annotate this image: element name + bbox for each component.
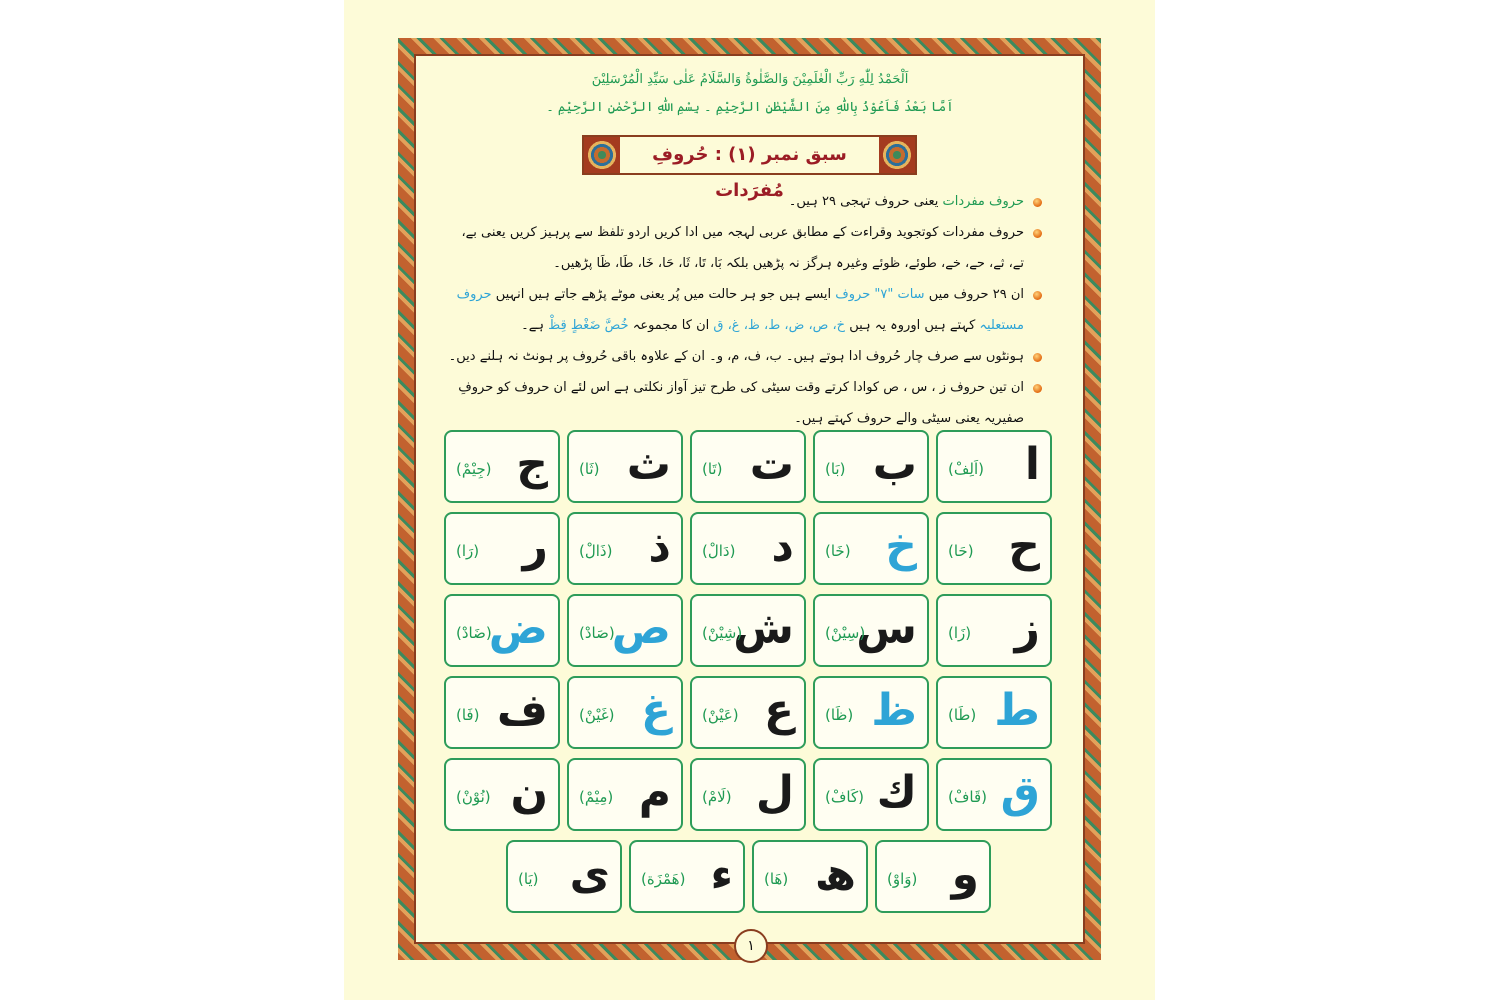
letter-glyph: ع (763, 685, 794, 736)
letter-name: (ثَا) (579, 460, 600, 478)
bullet-text: خ، ص، ض، ط، ظ، غ، ق (713, 318, 846, 333)
letter-name: (دَالْ) (702, 542, 736, 560)
letter-name: (حَا) (948, 542, 974, 560)
ornament-icon (879, 137, 915, 173)
letter-name: (ذَالْ) (579, 542, 613, 560)
letter-name: (عَيْنْ) (702, 706, 739, 724)
letter-name: (قَافْ) (948, 788, 987, 806)
letter-name: (نُوْنْ) (456, 788, 491, 806)
letter-glyph: ت (749, 439, 794, 490)
letter-name: (هَمْزَة) (641, 870, 686, 888)
letter-card (444, 758, 560, 831)
letter-card (444, 676, 560, 749)
bullet-text: سات "۷" حروف (835, 287, 925, 302)
bullet-dot-icon (1033, 291, 1042, 300)
lesson-title-box (582, 135, 917, 201)
letter-card (690, 512, 806, 585)
letter-card (567, 512, 683, 585)
bullet-text: ان ۲۹ حروف میں (924, 287, 1024, 302)
letter-card (813, 430, 929, 503)
letter-glyph: ر (522, 521, 548, 572)
bullet-text: کہتے ہیں اوروہ یہ ہیں (845, 318, 980, 333)
bullet-text: ان کا مجموعہ (628, 318, 714, 333)
letter-glyph: ف (496, 685, 548, 736)
letter-glyph: د (771, 521, 794, 572)
letter-card (936, 758, 1052, 831)
letter-card (813, 758, 929, 831)
letter-glyph: ب (872, 439, 917, 490)
bullet-text: حروف مفردات کوتجوید وقراءت کے مطابق عربی لہجہ میں ادا کریں اردو تلفظ سے پرہیز کریں یعنی بے، تے، ثے، حے، خے، طوئے، ظوئے وغیرہ ہرگز نہ پڑھیں بلکہ بَا، تَا، ثَا، حَا، خَا، طَا، ظَا پڑھیں۔ (461, 225, 1024, 271)
letter-card (813, 676, 929, 749)
letter-card (567, 676, 683, 749)
letter-glyph: ق (1000, 767, 1040, 818)
letter-glyph: ج (516, 439, 548, 490)
bullet-text: ایسے ہیں جو ہر حالت میں پُر یعنی موٹے پڑھے جاتے ہیں انہیں (491, 287, 836, 302)
bullet-item (446, 341, 1042, 372)
letter-glyph: ء (710, 849, 733, 900)
dua-line-1: اَلْحَمْدُ لِلّٰهِ رَبِّ الْعٰلَمِيْنَ وَالصَّلٰوةُ وَالسَّلَامُ عَلٰى سَيِّدِ الْمُرْسَلِيْنَ (591, 72, 909, 87)
letter-name: (فَا) (456, 706, 480, 724)
bullet-item (446, 217, 1042, 279)
letter-glyph: س (856, 603, 917, 654)
letter-name: (وَاوْ) (887, 870, 918, 888)
letter-card (690, 758, 806, 831)
letter-card (629, 840, 745, 913)
letter-glyph: ش (733, 603, 794, 654)
bullet-item (446, 279, 1042, 341)
letter-glyph: ك (876, 767, 917, 818)
bullet-text: خُصَّ ضَغْطٍ قِظْ (548, 318, 629, 333)
letter-glyph: ا (1024, 439, 1040, 490)
letter-name: (بَا) (825, 460, 846, 478)
letter-card (444, 430, 560, 503)
letter-name: (ضَادْ) (456, 624, 492, 642)
letter-glyph: ذ (648, 521, 671, 572)
letter-name: (رَا) (456, 542, 480, 560)
letter-name: (شِيْنْ) (702, 624, 743, 642)
bullet-dot-icon (1033, 353, 1042, 362)
bullet-text: ہے۔ (521, 318, 549, 333)
letter-glyph: ى (569, 849, 610, 900)
letter-name: (زَا) (948, 624, 972, 642)
letter-card (690, 594, 806, 667)
letter-card (813, 594, 929, 667)
letter-glyph: غ (640, 685, 671, 736)
letter-glyph: ث (626, 439, 671, 490)
bullet-text: حروف مستعلیہ (456, 287, 1024, 333)
lesson-title: سبق نمبر (۱) : حُروفِ مُفرَدات (652, 144, 847, 201)
letter-card (444, 512, 560, 585)
bullet-dot-icon (1033, 229, 1042, 238)
letter-glyph: ظ (871, 685, 917, 736)
bullet-dot-icon (1033, 198, 1042, 207)
letter-glyph: ط (994, 685, 1040, 736)
letter-glyph: ح (1008, 521, 1040, 572)
letter-name: (سِيْنْ) (825, 624, 866, 642)
letter-name: (لَامْ) (702, 788, 732, 806)
bullet-text: حروف مفردات (942, 194, 1024, 209)
letter-card (752, 840, 868, 913)
letter-card (936, 430, 1052, 503)
letter-card (567, 594, 683, 667)
letter-name: (غَيْنْ) (579, 706, 615, 724)
letter-glyph: ض (488, 603, 548, 654)
page-number: ۱ (734, 929, 768, 963)
bullet-dot-icon (1033, 384, 1042, 393)
letter-card (936, 676, 1052, 749)
letter-name: (اَلِفْ) (948, 460, 984, 478)
letter-card (444, 594, 560, 667)
letter-glyph: م (638, 767, 671, 818)
bullet-text: یعنی حروف تہجی ۲۹ ہیں۔ (788, 194, 943, 209)
letter-name: (تَا) (702, 460, 723, 478)
letter-card (936, 594, 1052, 667)
letter-name: (يَا) (518, 870, 539, 888)
letter-name: (صَادْ) (579, 624, 615, 642)
dua-line-2: اَمَّا بَعْدُ فَاَعُوْذُ بِاللّٰهِ مِنَ الشَّيْطٰنِ الرَّجِيْمِ ۔ بِسْمِ اللّٰهِ الرَّحْمٰنِ الرَّحِيْمِ ۔ (546, 100, 954, 115)
letter-card (567, 758, 683, 831)
letter-glyph: ھ (814, 849, 856, 900)
letter-name: (طَا) (948, 706, 977, 724)
bullet-item (446, 186, 1042, 217)
letter-card (875, 840, 991, 913)
bullet-list (446, 186, 1042, 434)
letter-card (690, 430, 806, 503)
letter-card (936, 512, 1052, 585)
letter-card (690, 676, 806, 749)
letter-glyph: و (951, 849, 979, 900)
letter-name: (خَا) (825, 542, 851, 560)
letter-name: (جِيْمْ) (456, 460, 492, 478)
letter-card (567, 430, 683, 503)
letter-name: (مِيْمْ) (579, 788, 614, 806)
letter-card (813, 512, 929, 585)
letter-card (506, 840, 622, 913)
letter-name: (كَافْ) (825, 788, 864, 806)
letter-glyph: ز (1014, 603, 1040, 654)
letter-glyph: ن (510, 767, 548, 818)
letter-glyph: ل (755, 767, 794, 818)
letter-name: (هَا) (764, 870, 789, 888)
ornament-icon (584, 137, 620, 173)
bullet-text: ہونٹوں سے صرف چار حُروف ادا ہوتے ہیں۔ ب، ف، م، و۔ ان کے علاوہ باقی حُروف پر ہونٹ نہ ہلنے دیں۔ (448, 349, 1024, 364)
letter-name: (ظَا) (825, 706, 854, 724)
letter-glyph: خ (885, 521, 917, 572)
bullet-text: ان تین حروف ز ، س ، ص کوادا کرتے وقت سیٹی کی طرح تیز آواز نکلتی ہے اس لئے ان حروف کو حروفِ صفیریہ یعنی سیٹی والے حروف کہتے ہیں۔ (458, 380, 1024, 426)
letter-glyph: ص (611, 603, 671, 654)
bullet-item (446, 372, 1042, 434)
